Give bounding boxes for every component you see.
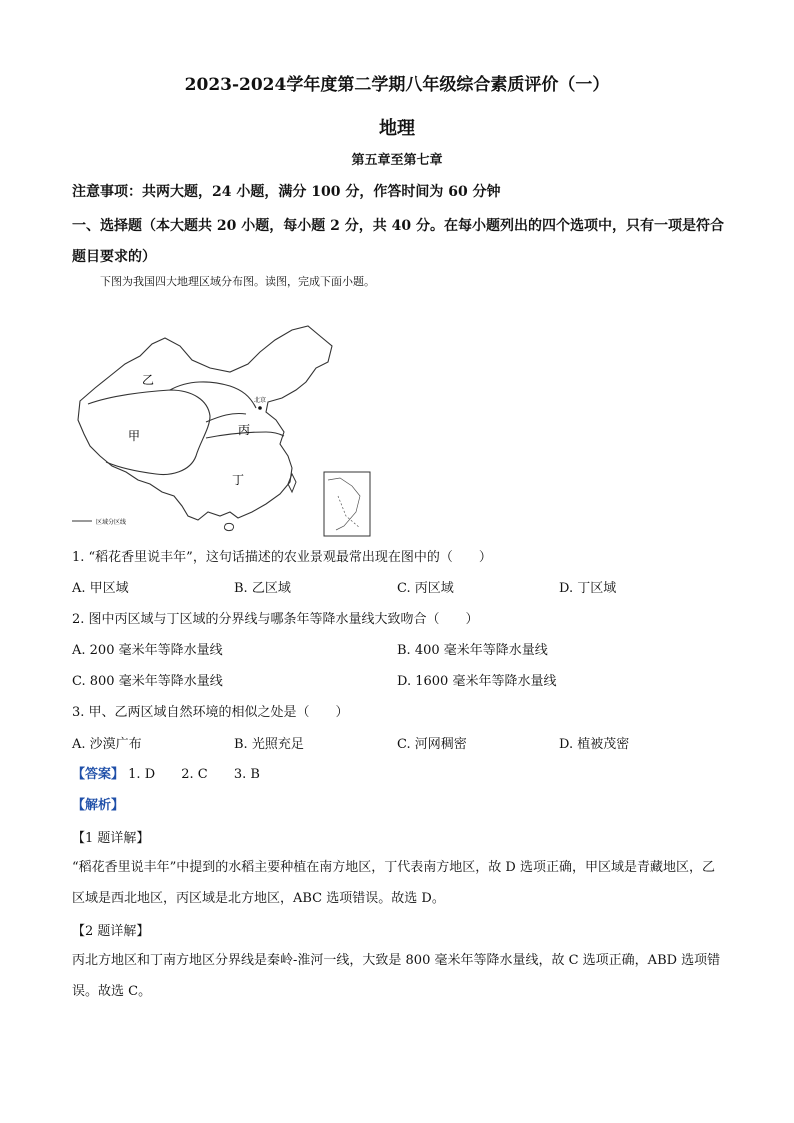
q2-option-b: B. 400 毫米年等降水量线 (397, 643, 548, 658)
q3-option-c: C. 河网稠密 (397, 737, 467, 752)
question-intro: 下图为我国四大地理区域分布图。读图，完成下面小题。 (100, 275, 375, 288)
exam-title: 2023-2024学年度第二学期八年级综合素质评价（一） (184, 75, 610, 95)
q3-option-a: A. 沙漠广布 (72, 737, 142, 752)
q2-option-a: A. 200 毫米年等降水量线 (72, 643, 223, 658)
china-regions-map (70, 316, 390, 541)
question-2-stem: 2. 图中丙区域与丁区域的分界线与哪条年等降水量线大致吻合（ ） (72, 612, 479, 627)
legend-text: 区域分区线 (96, 519, 127, 526)
q3-option-b: B. 光照充足 (234, 737, 304, 752)
q1-option-a: A. 甲区域 (72, 581, 129, 596)
q2-option-c: C. 800 毫米年等降水量线 (72, 674, 223, 689)
beijing-marker (258, 406, 262, 410)
answer-2: 2. C (181, 767, 208, 782)
south-china-sea-inset (324, 472, 370, 536)
q2-option-d: D. 1600 毫米年等降水量线 (397, 674, 557, 689)
question-3-stem: 3. 甲、乙两区域自然环境的相似之处是（ ） (72, 705, 349, 720)
map-label-ding: 丁 (232, 473, 245, 487)
answer-1: 1. D (128, 767, 156, 782)
map-label-beijing: 北京 (254, 397, 267, 404)
q1-option-b: B. 乙区域 (234, 581, 291, 596)
hainan-island (224, 523, 233, 530)
region-boundary-north (206, 413, 246, 422)
inset-dashed-line (338, 496, 360, 528)
q1-detail-text: “稻花香里说丰年”中提到的水稻主要种植在南方地区，丁代表南方地区，故 D 选项正确，甲区域是青藏地区，乙区域是西北地区，丙区域是北方地区，ABC 选项错误。故选 D。 (72, 860, 715, 906)
q1-detail-title: 【1 题详解】 (72, 831, 150, 846)
q1-option-c: C. 丙区域 (397, 581, 454, 596)
map-label-jia: 甲 (128, 429, 141, 443)
china-outline (78, 326, 332, 520)
answer-row (72, 763, 260, 782)
region-boundary-tibet (88, 390, 210, 474)
region-boundary-northwest (170, 382, 256, 408)
q1-option-d: D. 丁区域 (559, 581, 617, 596)
map-label-bing: 丙 (238, 423, 251, 437)
answer-label: 【答案】 (72, 767, 125, 782)
answer-3: 3. B (233, 767, 260, 782)
q2-detail-title: 【2 题详解】 (72, 924, 150, 939)
q2-detail-text: 丙北方地区和丁南方地区分界线是秦岭-淮河一线，大致是 800 毫米年等降水量线，故 C 选项正确，ABD 选项错误。故选 C。 (72, 953, 721, 999)
notice: 注意事项：共两大题，24 小题，满分 100 分，作答时间为 60 分钟 (72, 184, 501, 200)
section-heading: 一、选择题（本大题共 20 小题，每小题 2 分，共 40 分。在每小题列出的四个选项中，只有一项是符合题目要求的） (72, 218, 724, 265)
map-label-yi: 乙 (142, 373, 155, 387)
subject-title: 地理 (379, 118, 415, 139)
analysis-label: 【解析】 (72, 798, 125, 813)
chapter-range: 第五章至第七章 (351, 153, 443, 168)
inset-coast (328, 478, 360, 530)
q3-option-d: D. 植被茂密 (559, 737, 630, 752)
question-1-stem: 1. “稻花香里说丰年”，这句话描述的农业景观最常出现在图中的（ ） (72, 550, 492, 565)
